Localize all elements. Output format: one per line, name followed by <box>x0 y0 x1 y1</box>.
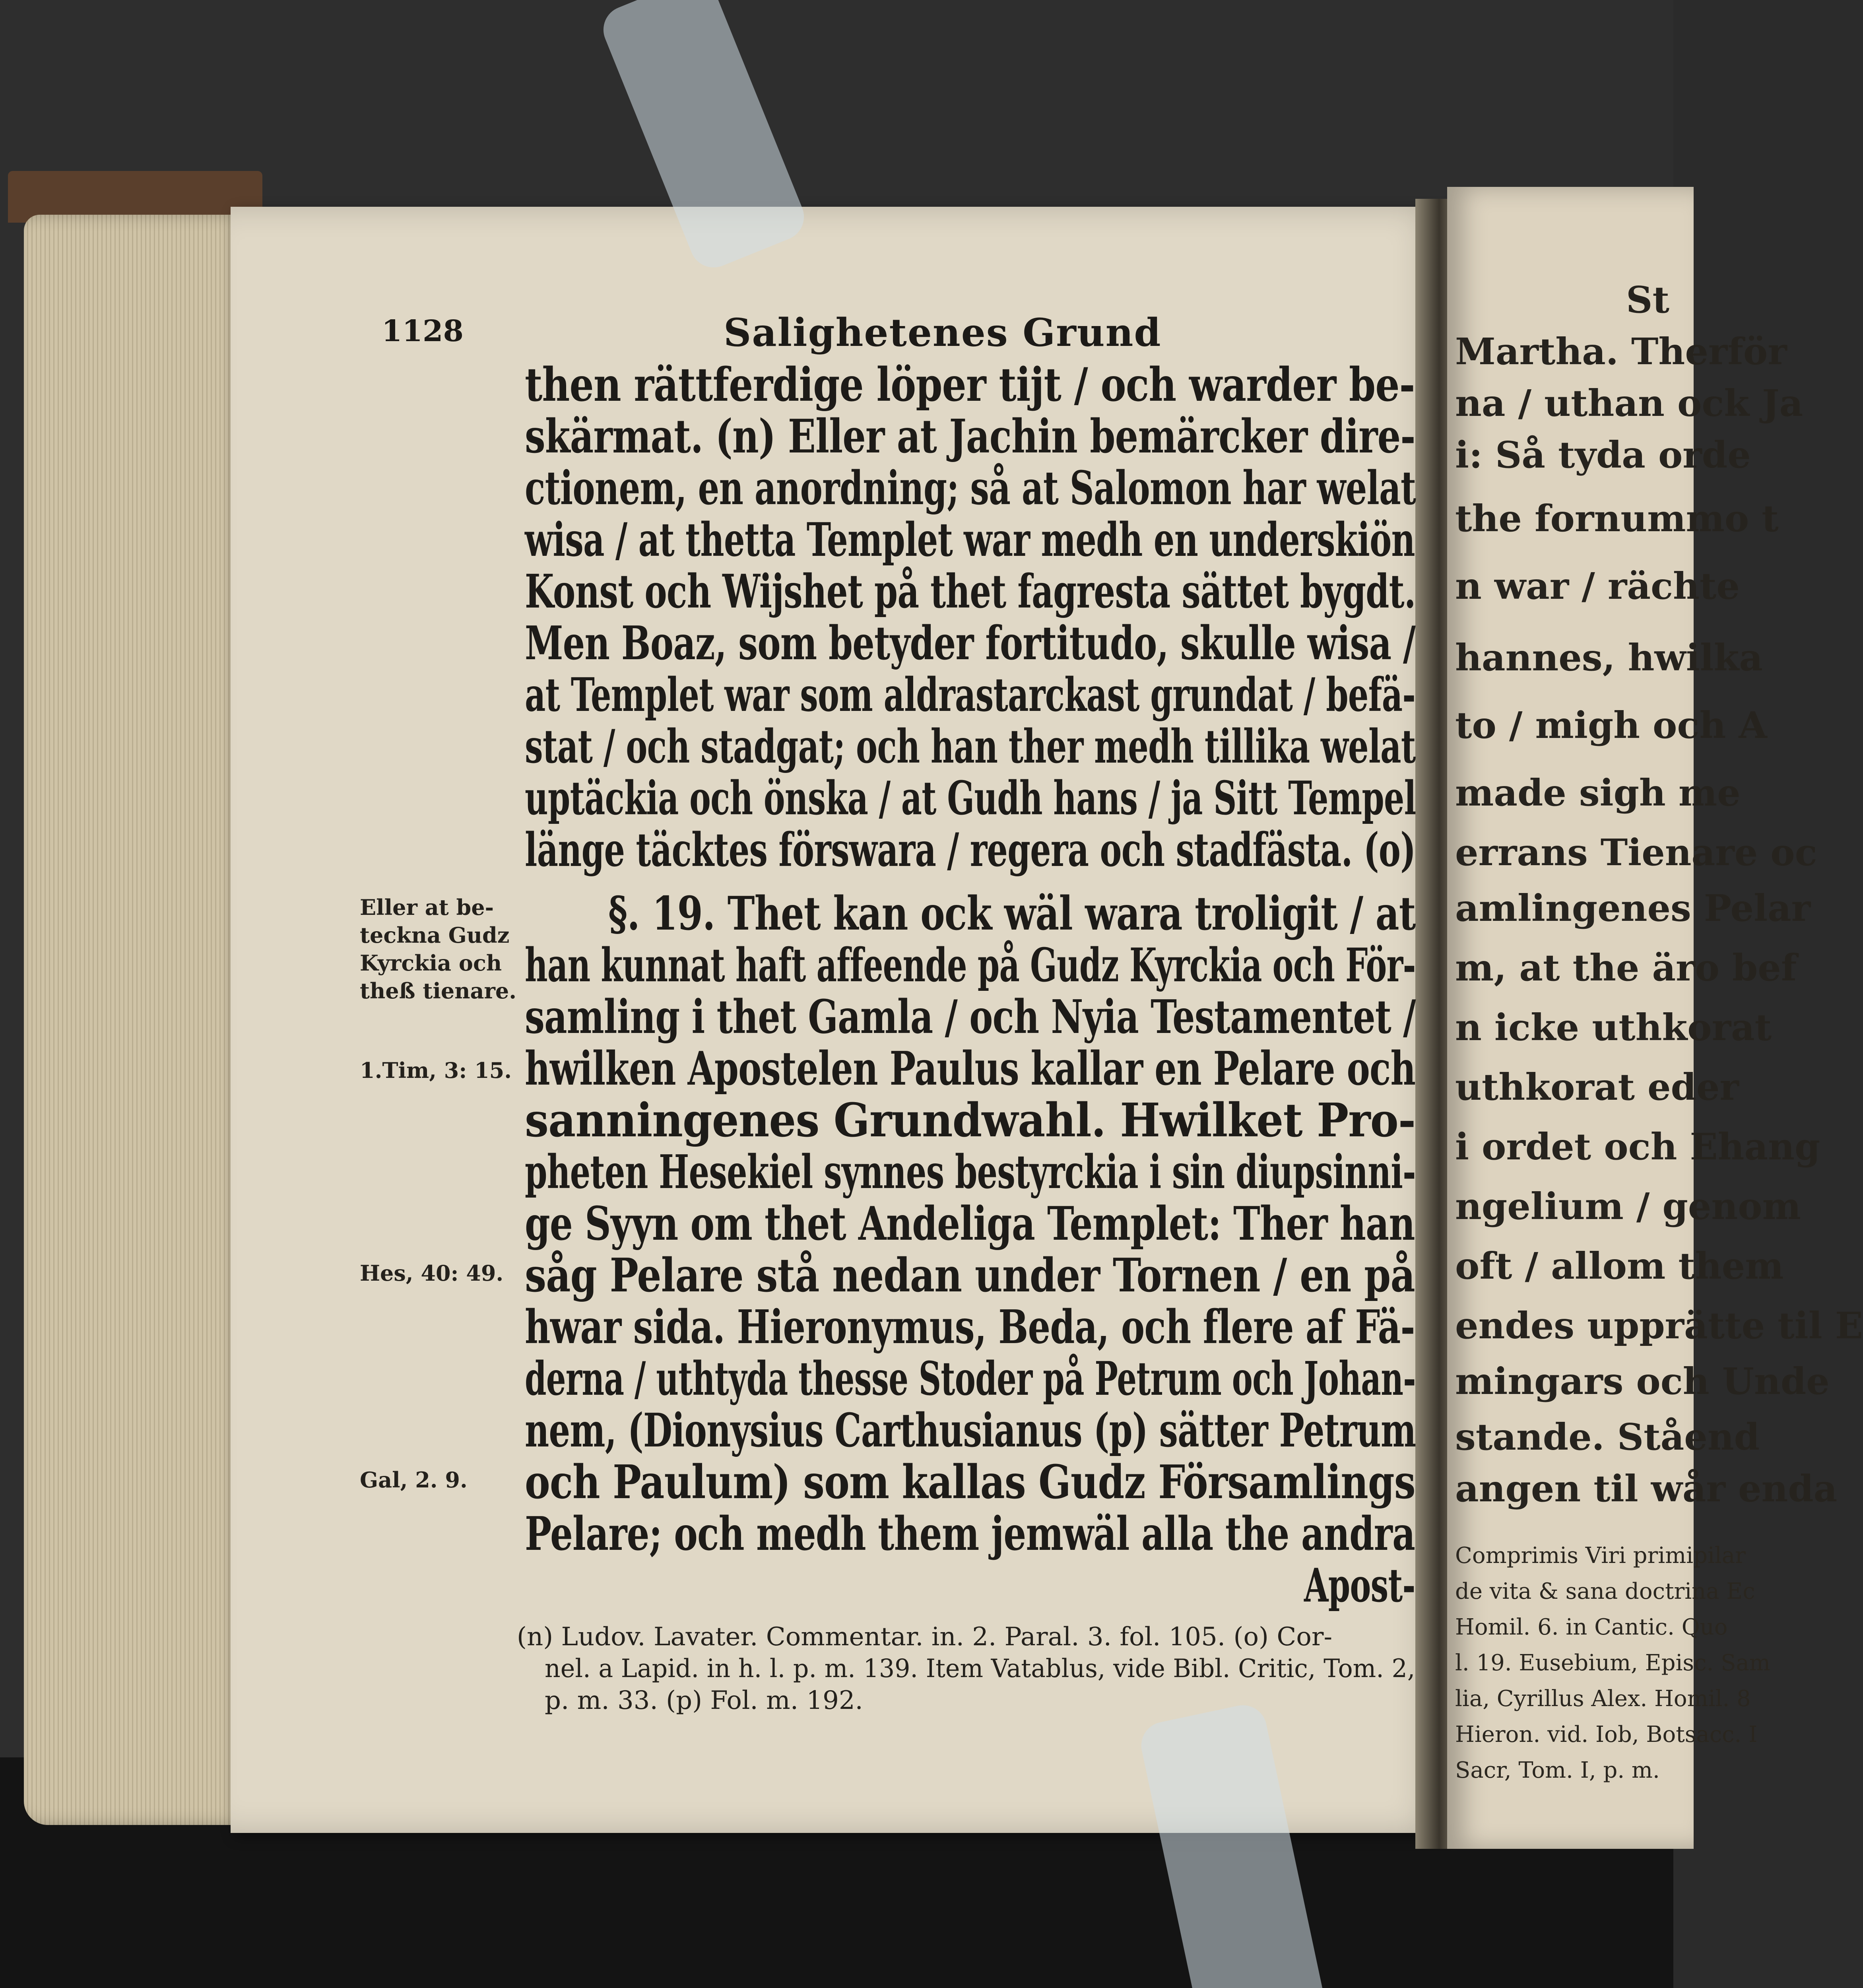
right-body-line: oft / allom them <box>1455 1244 1784 1287</box>
right-footnote-line: Hieron. vid. Iob, Botsacc. I <box>1455 1722 1758 1747</box>
body-line: länge täcktes förswara / regera och stadfästa. (o) <box>525 823 1416 877</box>
right-footnote-line: l. 19. Eusebium, Episc. Sam <box>1455 1650 1770 1676</box>
body-line: Konst och Wijshet på thet fagresta sättet bygdt. <box>525 565 1416 619</box>
margin-note: theß tienare. <box>360 978 517 1004</box>
running-head: Salighetenes Grund <box>724 310 1162 355</box>
right-body-line: stande. Ståend <box>1455 1415 1760 1458</box>
body-line: han kunnat haft affeende på Gudz Kyrckia och För- <box>525 938 1416 992</box>
right-body-line: mingars och Unde <box>1455 1360 1830 1403</box>
right-footnote-line: de vita & sana doctrina Ec <box>1455 1578 1755 1604</box>
right-body-line: to / migh och A <box>1455 704 1767 747</box>
right-body-line: ngelium / genom <box>1455 1185 1801 1228</box>
body-line: uptäckia och önska / at Gudh hans / ja Sitt Tempel <box>525 771 1416 825</box>
right-footnote-line: Comprimis Viri primipilar <box>1455 1543 1746 1569</box>
body-line: skärmat. (n) Eller at Jachin bemärcker dire- <box>525 410 1415 464</box>
body-line: then rättferdige löper tijt / och warder be- <box>525 358 1415 412</box>
right-body-line: errans Tienare oc <box>1455 831 1817 874</box>
right-footnote-line: lia, Cyrillus Alex. Homil. 8 <box>1455 1686 1751 1712</box>
right-body-line: m, at the äro bef <box>1455 946 1797 989</box>
right-body-line: i: Så tyda orde <box>1455 433 1751 476</box>
section-start-line: §. 19. Thet kan ock wäl wara troligit / at <box>608 887 1416 941</box>
body-line: nem, (Dionysius Carthusianus (p) sätter Petrum <box>525 1404 1416 1458</box>
margin-reference: Gal, 2. 9. <box>360 1467 468 1493</box>
right-body-line: uthkorat eder <box>1455 1066 1739 1109</box>
page-edges <box>24 215 246 1825</box>
footnote-line: (n) Ludov. Lavater. Commentar. in. 2. Paral. 3. fol. 105. (o) Cor- <box>517 1622 1333 1652</box>
right-running-head: St <box>1626 278 1669 321</box>
footnote-line: nel. a Lapid. in h. l. p. m. 139. Item Vatablus, vide Bibl. Critic, Tom. 2, <box>545 1654 1415 1683</box>
right-body-line: made sigh me <box>1455 771 1741 814</box>
catchword: Apost- <box>1304 1559 1415 1613</box>
margin-note: teckna Gudz <box>360 922 510 948</box>
body-line: hwar sida. Hieronymus, Beda, och flere af Fä- <box>525 1300 1415 1354</box>
body-line: och Paulum) som kallas Gudz Församlings <box>525 1455 1415 1509</box>
body-line: ge Syyn om thet Andeliga Templet: Ther han <box>525 1197 1415 1251</box>
body-line: stat / och stadgat; och han ther medh tillika welat <box>525 720 1416 774</box>
footnote-line: p. m. 33. (p) Fol. m. 192. <box>545 1686 863 1715</box>
right-body-line: i ordet och Ehang <box>1455 1125 1820 1168</box>
right-body-line: n war / rächte <box>1455 565 1740 608</box>
margin-note: Eller at be- <box>360 895 494 920</box>
margin-reference: Hes, 40: 49. <box>360 1260 504 1286</box>
right-body-line: amlingenes Pelar <box>1455 887 1811 930</box>
body-line: at Templet war som aldrastarckast grundat / befä- <box>525 668 1416 722</box>
body-line: wisa / at thetta Templet war medh en underskiön <box>525 513 1415 567</box>
right-footnote-line: Homil. 6. in Cantic. Quo <box>1455 1614 1728 1640</box>
body-line: Men Boaz, som betyder fortitudo, skulle wisa / <box>525 616 1416 670</box>
right-body-line: na / uthan ock Ja <box>1455 382 1803 425</box>
right-body-line: n icke uthkorat <box>1455 1006 1772 1049</box>
margin-reference: 1.Tim, 3: 15. <box>360 1058 512 1083</box>
body-line: såg Pelare stå nedan under Tornen / en på <box>525 1248 1415 1303</box>
body-line: hwilken Apostelen Paulus kallar en Pelare och <box>525 1042 1416 1096</box>
body-line: samling i thet Gamla / och Nyia Testamentet / <box>525 990 1416 1044</box>
right-body-line: angen til wår enda <box>1455 1467 1838 1510</box>
body-line: sanningenes Grundwahl. Hwilket Pro- <box>525 1093 1416 1147</box>
right-body-line: endes upprätte til E <box>1455 1304 1863 1347</box>
body-line: Pelare; och medh them jemwäl alla the andra <box>525 1507 1415 1561</box>
right-body-line: Martha. Therför <box>1455 330 1787 373</box>
page-number: 1128 <box>382 314 464 348</box>
body-line: pheten Hesekiel synnes bestyrckia i sin diupsinni- <box>525 1145 1416 1199</box>
right-body-line: the fornummo t <box>1455 497 1779 540</box>
right-footnote-line: Sacr, Tom. I, p. m. <box>1455 1757 1660 1783</box>
margin-note: Kyrckia och <box>360 950 502 976</box>
body-line: derna / uthtyda thesse Stoder på Petrum och Johan- <box>525 1352 1416 1406</box>
body-line: ctionem, en anordning; så at Salomon har welat <box>525 461 1416 515</box>
right-body-line: hannes, hwilka <box>1455 636 1763 679</box>
